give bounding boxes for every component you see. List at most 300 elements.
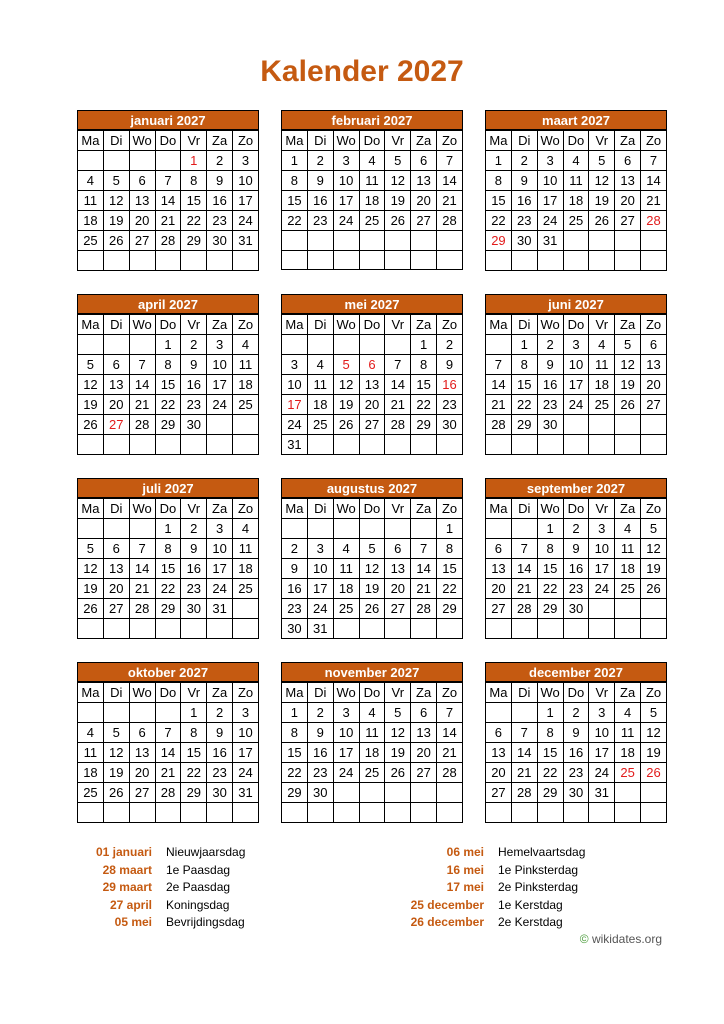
month-block bbox=[77, 478, 259, 639]
week-row bbox=[282, 599, 463, 619]
day-cell: 9 bbox=[207, 171, 233, 191]
day-cell: 21 bbox=[641, 191, 667, 211]
empty-cell bbox=[359, 231, 385, 251]
day-cell: 31 bbox=[207, 599, 233, 619]
month-title: november 2027 bbox=[281, 662, 463, 682]
empty-cell bbox=[78, 435, 104, 455]
day-cell: 5 bbox=[615, 335, 641, 355]
day-cell: 22 bbox=[537, 763, 563, 783]
week-row bbox=[282, 703, 463, 723]
day-cell: 25 bbox=[78, 783, 104, 803]
day-cell: 18 bbox=[589, 375, 615, 395]
empty-cell bbox=[385, 519, 411, 539]
day-cell: 5 bbox=[641, 519, 667, 539]
weekday-label: Zo bbox=[641, 683, 667, 703]
day-cell: 14 bbox=[385, 375, 411, 395]
empty-cell bbox=[103, 151, 129, 171]
empty-cell bbox=[641, 251, 667, 271]
day-cell: 12 bbox=[333, 375, 359, 395]
day-cell: 17 bbox=[282, 395, 308, 415]
empty-cell bbox=[103, 335, 129, 355]
weekday-label: Za bbox=[207, 315, 233, 335]
empty-cell bbox=[563, 803, 589, 823]
weekday-label: Vr bbox=[589, 499, 615, 519]
weekday-label: Do bbox=[563, 683, 589, 703]
week-row bbox=[282, 783, 463, 803]
empty-cell bbox=[615, 415, 641, 435]
holiday-list-left bbox=[78, 844, 245, 932]
weekday-row bbox=[486, 499, 667, 519]
day-cell: 19 bbox=[641, 559, 667, 579]
holiday-item bbox=[78, 897, 245, 915]
week-row bbox=[78, 803, 259, 823]
day-cell: 31 bbox=[233, 231, 259, 251]
day-cell: 11 bbox=[615, 723, 641, 743]
day-cell: 26 bbox=[385, 763, 411, 783]
day-cell: 16 bbox=[437, 375, 463, 395]
day-cell: 2 bbox=[563, 519, 589, 539]
empty-cell bbox=[589, 415, 615, 435]
empty-cell bbox=[333, 783, 359, 803]
empty-cell bbox=[411, 250, 437, 270]
empty-cell bbox=[511, 435, 537, 455]
day-cell: 13 bbox=[641, 355, 667, 375]
month-title: juni 2027 bbox=[485, 294, 667, 314]
day-cell: 6 bbox=[411, 703, 437, 723]
day-cell: 12 bbox=[615, 355, 641, 375]
day-cell: 8 bbox=[437, 539, 463, 559]
empty-cell bbox=[563, 415, 589, 435]
day-cell: 2 bbox=[563, 703, 589, 723]
week-row bbox=[282, 619, 463, 639]
day-cell: 18 bbox=[233, 375, 259, 395]
holiday-item bbox=[78, 844, 245, 862]
day-cell: 25 bbox=[615, 579, 641, 599]
day-cell: 8 bbox=[282, 171, 308, 191]
day-cell: 6 bbox=[103, 539, 129, 559]
empty-cell bbox=[359, 803, 385, 823]
empty-cell bbox=[155, 703, 181, 723]
day-cell: 18 bbox=[615, 559, 641, 579]
empty-cell bbox=[129, 619, 155, 639]
day-cell: 30 bbox=[181, 599, 207, 619]
month-title: juli 2027 bbox=[77, 478, 259, 498]
empty-cell bbox=[207, 803, 233, 823]
day-cell: 26 bbox=[641, 763, 667, 783]
day-cell: 18 bbox=[78, 763, 104, 783]
holiday-name: Hemelvaartsdag bbox=[498, 845, 586, 859]
weekday-row bbox=[282, 315, 463, 335]
day-cell: 4 bbox=[615, 703, 641, 723]
weekday-label: Za bbox=[207, 683, 233, 703]
day-cell: 2 bbox=[181, 519, 207, 539]
day-cell: 30 bbox=[207, 231, 233, 251]
holiday-name: 1e Paasdag bbox=[166, 862, 231, 877]
day-cell: 21 bbox=[155, 763, 181, 783]
day-cell: 26 bbox=[103, 783, 129, 803]
weekday-label: Vr bbox=[181, 683, 207, 703]
weekday-label: Vr bbox=[385, 131, 411, 151]
day-cell: 26 bbox=[78, 415, 104, 435]
day-cell: 16 bbox=[181, 375, 207, 395]
empty-cell bbox=[437, 783, 463, 803]
holiday-date: 25 december bbox=[410, 897, 484, 912]
day-cell: 1 bbox=[511, 335, 537, 355]
day-cell: 28 bbox=[411, 599, 437, 619]
week-row bbox=[486, 151, 667, 171]
empty-cell bbox=[385, 231, 411, 251]
day-cell: 10 bbox=[333, 171, 359, 191]
day-cell: 11 bbox=[78, 191, 104, 211]
day-cell: 24 bbox=[589, 579, 615, 599]
month-block bbox=[485, 294, 667, 455]
day-cell: 19 bbox=[103, 211, 129, 231]
weekday-label: Zo bbox=[641, 499, 667, 519]
month-title: september 2027 bbox=[485, 478, 667, 498]
holiday-item bbox=[380, 879, 585, 897]
empty-cell bbox=[307, 231, 333, 251]
week-row bbox=[78, 375, 259, 395]
empty-cell bbox=[233, 435, 259, 455]
day-cell: 30 bbox=[207, 783, 233, 803]
empty-cell bbox=[359, 783, 385, 803]
empty-cell bbox=[385, 783, 411, 803]
week-row bbox=[486, 619, 667, 639]
week-row bbox=[78, 703, 259, 723]
day-cell: 15 bbox=[155, 559, 181, 579]
empty-cell bbox=[333, 231, 359, 251]
day-cell: 31 bbox=[589, 783, 615, 803]
weekday-row bbox=[282, 131, 463, 151]
day-cell: 15 bbox=[282, 191, 308, 211]
day-cell: 18 bbox=[359, 743, 385, 763]
day-cell: 17 bbox=[589, 559, 615, 579]
weekday-row bbox=[78, 683, 259, 703]
month-block bbox=[281, 662, 463, 823]
empty-cell bbox=[78, 151, 104, 171]
day-cell: 3 bbox=[307, 539, 333, 559]
empty-cell bbox=[282, 231, 308, 251]
day-cell: 22 bbox=[486, 211, 512, 231]
day-cell: 27 bbox=[129, 783, 155, 803]
day-cell: 12 bbox=[78, 375, 104, 395]
weekday-label: Zo bbox=[641, 315, 667, 335]
day-cell: 10 bbox=[307, 559, 333, 579]
day-cell: 15 bbox=[282, 743, 308, 763]
weekday-label: Di bbox=[511, 315, 537, 335]
weekday-label: Ma bbox=[282, 131, 308, 151]
holiday-item bbox=[380, 897, 585, 915]
week-row bbox=[78, 579, 259, 599]
day-cell: 8 bbox=[537, 539, 563, 559]
month-block bbox=[281, 478, 463, 639]
day-cell: 20 bbox=[103, 579, 129, 599]
day-cell: 12 bbox=[103, 191, 129, 211]
weekday-label: Zo bbox=[437, 315, 463, 335]
day-cell: 25 bbox=[233, 395, 259, 415]
day-cell: 7 bbox=[411, 539, 437, 559]
day-cell: 27 bbox=[411, 763, 437, 783]
week-row bbox=[78, 723, 259, 743]
day-cell: 10 bbox=[589, 723, 615, 743]
month-table bbox=[281, 314, 463, 455]
month-block bbox=[485, 662, 667, 823]
day-cell: 21 bbox=[411, 579, 437, 599]
empty-cell bbox=[641, 599, 667, 619]
day-cell: 4 bbox=[233, 335, 259, 355]
day-cell: 3 bbox=[589, 703, 615, 723]
day-cell: 18 bbox=[333, 579, 359, 599]
weekday-label: Zo bbox=[233, 131, 259, 151]
day-cell: 22 bbox=[411, 395, 437, 415]
day-cell: 4 bbox=[563, 151, 589, 171]
holiday-item bbox=[78, 914, 245, 932]
week-row bbox=[282, 231, 463, 251]
empty-cell bbox=[411, 519, 437, 539]
empty-cell bbox=[537, 435, 563, 455]
day-cell: 17 bbox=[589, 743, 615, 763]
weekday-row bbox=[78, 499, 259, 519]
weekday-row bbox=[78, 131, 259, 151]
empty-cell bbox=[641, 231, 667, 251]
day-cell: 30 bbox=[181, 415, 207, 435]
week-row bbox=[282, 211, 463, 231]
month-table bbox=[77, 314, 259, 455]
empty-cell bbox=[641, 803, 667, 823]
day-cell: 23 bbox=[282, 599, 308, 619]
footer-link[interactable]: wikidates.org bbox=[591, 932, 662, 946]
day-cell: 23 bbox=[181, 579, 207, 599]
weekday-label: Di bbox=[511, 499, 537, 519]
day-cell: 25 bbox=[78, 231, 104, 251]
week-row bbox=[486, 251, 667, 271]
weekday-label: Zo bbox=[437, 131, 463, 151]
day-cell: 27 bbox=[486, 599, 512, 619]
empty-cell bbox=[307, 435, 333, 455]
day-cell: 10 bbox=[282, 375, 308, 395]
week-row bbox=[486, 703, 667, 723]
day-cell: 15 bbox=[486, 191, 512, 211]
day-cell: 24 bbox=[282, 415, 308, 435]
week-row bbox=[486, 579, 667, 599]
day-cell: 6 bbox=[411, 151, 437, 171]
week-row bbox=[282, 559, 463, 579]
day-cell: 19 bbox=[641, 743, 667, 763]
week-row bbox=[282, 191, 463, 211]
day-cell: 7 bbox=[129, 355, 155, 375]
day-cell: 14 bbox=[437, 723, 463, 743]
weekday-label: Di bbox=[511, 683, 537, 703]
empty-cell bbox=[181, 619, 207, 639]
day-cell: 14 bbox=[155, 743, 181, 763]
empty-cell bbox=[589, 231, 615, 251]
holiday-date: 01 januari bbox=[95, 845, 152, 859]
day-cell: 2 bbox=[437, 335, 463, 355]
day-cell: 25 bbox=[333, 599, 359, 619]
day-cell: 28 bbox=[129, 415, 155, 435]
day-cell: 12 bbox=[641, 539, 667, 559]
week-row bbox=[78, 355, 259, 375]
week-row bbox=[78, 539, 259, 559]
day-cell: 13 bbox=[385, 559, 411, 579]
day-cell: 4 bbox=[233, 519, 259, 539]
month-block bbox=[281, 294, 463, 455]
holiday-list-right bbox=[380, 844, 585, 932]
month-title: februari 2027 bbox=[281, 110, 463, 130]
week-row bbox=[78, 763, 259, 783]
weekday-label: Do bbox=[563, 499, 589, 519]
empty-cell bbox=[333, 519, 359, 539]
day-cell: 16 bbox=[563, 743, 589, 763]
holiday-item bbox=[380, 862, 585, 880]
weekday-label: Wo bbox=[537, 315, 563, 335]
day-cell: 22 bbox=[437, 579, 463, 599]
weekday-label: Vr bbox=[385, 315, 411, 335]
weekday-label: Vr bbox=[385, 499, 411, 519]
day-cell: 3 bbox=[233, 151, 259, 171]
holiday-name: 1e Kerstdag bbox=[498, 897, 563, 912]
day-cell: 18 bbox=[359, 191, 385, 211]
empty-cell bbox=[129, 435, 155, 455]
weekday-label: Wo bbox=[333, 315, 359, 335]
day-cell: 17 bbox=[333, 191, 359, 211]
day-cell: 22 bbox=[537, 579, 563, 599]
empty-cell bbox=[155, 803, 181, 823]
day-cell: 21 bbox=[486, 395, 512, 415]
empty-cell bbox=[233, 415, 259, 435]
empty-cell bbox=[155, 251, 181, 271]
weekday-label: Do bbox=[155, 315, 181, 335]
empty-cell bbox=[511, 703, 537, 723]
day-cell: 16 bbox=[207, 743, 233, 763]
day-cell: 9 bbox=[563, 723, 589, 743]
weekday-label: Di bbox=[307, 683, 333, 703]
week-row bbox=[486, 559, 667, 579]
day-cell: 4 bbox=[589, 335, 615, 355]
day-cell: 18 bbox=[307, 395, 333, 415]
day-cell: 22 bbox=[181, 211, 207, 231]
week-row bbox=[78, 415, 259, 435]
day-cell: 9 bbox=[181, 355, 207, 375]
day-cell: 19 bbox=[78, 395, 104, 415]
day-cell: 6 bbox=[615, 151, 641, 171]
day-cell: 20 bbox=[411, 191, 437, 211]
day-cell: 23 bbox=[307, 211, 333, 231]
month-table bbox=[281, 682, 463, 823]
day-cell: 10 bbox=[233, 171, 259, 191]
month-title: maart 2027 bbox=[485, 110, 667, 130]
empty-cell bbox=[307, 519, 333, 539]
empty-cell bbox=[207, 415, 233, 435]
week-row bbox=[78, 171, 259, 191]
day-cell: 26 bbox=[333, 415, 359, 435]
week-row bbox=[78, 435, 259, 455]
weekday-label: Ma bbox=[78, 683, 104, 703]
day-cell: 13 bbox=[103, 559, 129, 579]
empty-cell bbox=[641, 619, 667, 639]
day-cell: 25 bbox=[233, 579, 259, 599]
week-row bbox=[78, 519, 259, 539]
day-cell: 30 bbox=[437, 415, 463, 435]
day-cell: 18 bbox=[563, 191, 589, 211]
day-cell: 19 bbox=[615, 375, 641, 395]
day-cell: 13 bbox=[486, 743, 512, 763]
day-cell: 22 bbox=[282, 763, 308, 783]
footer-credit[interactable] bbox=[580, 932, 662, 946]
day-cell: 16 bbox=[282, 579, 308, 599]
day-cell: 15 bbox=[181, 191, 207, 211]
day-cell: 27 bbox=[486, 783, 512, 803]
weekday-label: Vr bbox=[385, 683, 411, 703]
day-cell: 13 bbox=[411, 171, 437, 191]
empty-cell bbox=[207, 251, 233, 271]
day-cell: 17 bbox=[307, 579, 333, 599]
day-cell: 23 bbox=[207, 763, 233, 783]
week-row bbox=[486, 783, 667, 803]
weekday-label: Za bbox=[411, 683, 437, 703]
empty-cell bbox=[641, 783, 667, 803]
day-cell: 28 bbox=[129, 599, 155, 619]
empty-cell bbox=[333, 250, 359, 270]
empty-cell bbox=[307, 803, 333, 823]
day-cell: 16 bbox=[537, 375, 563, 395]
day-cell: 20 bbox=[486, 763, 512, 783]
weekday-row bbox=[282, 499, 463, 519]
day-cell: 4 bbox=[307, 355, 333, 375]
empty-cell bbox=[78, 703, 104, 723]
day-cell: 16 bbox=[511, 191, 537, 211]
month-block bbox=[77, 110, 259, 271]
day-cell: 24 bbox=[537, 211, 563, 231]
week-row bbox=[282, 171, 463, 191]
day-cell: 19 bbox=[385, 191, 411, 211]
month-title: december 2027 bbox=[485, 662, 667, 682]
weekday-label: Ma bbox=[78, 499, 104, 519]
day-cell: 28 bbox=[511, 599, 537, 619]
week-row bbox=[282, 579, 463, 599]
day-cell: 20 bbox=[129, 763, 155, 783]
day-cell: 24 bbox=[207, 579, 233, 599]
day-cell: 1 bbox=[181, 703, 207, 723]
week-row bbox=[282, 803, 463, 823]
weekday-label: Do bbox=[359, 131, 385, 151]
empty-cell bbox=[129, 803, 155, 823]
day-cell: 3 bbox=[207, 519, 233, 539]
holiday-date: 28 maart bbox=[102, 862, 152, 877]
day-cell: 1 bbox=[181, 151, 207, 171]
day-cell: 9 bbox=[563, 539, 589, 559]
day-cell: 30 bbox=[537, 415, 563, 435]
day-cell: 9 bbox=[537, 355, 563, 375]
day-cell: 29 bbox=[411, 415, 437, 435]
day-cell: 24 bbox=[207, 395, 233, 415]
empty-cell bbox=[155, 435, 181, 455]
day-cell: 4 bbox=[333, 539, 359, 559]
day-cell: 27 bbox=[129, 231, 155, 251]
day-cell: 31 bbox=[307, 619, 333, 639]
weekday-label: Di bbox=[103, 315, 129, 335]
month-table bbox=[281, 130, 463, 270]
day-cell: 11 bbox=[233, 355, 259, 375]
empty-cell bbox=[411, 803, 437, 823]
weekday-row bbox=[486, 315, 667, 335]
month-table bbox=[485, 314, 667, 455]
day-cell: 23 bbox=[181, 395, 207, 415]
day-cell: 1 bbox=[437, 519, 463, 539]
week-row bbox=[282, 519, 463, 539]
week-row bbox=[282, 723, 463, 743]
day-cell: 22 bbox=[155, 395, 181, 415]
